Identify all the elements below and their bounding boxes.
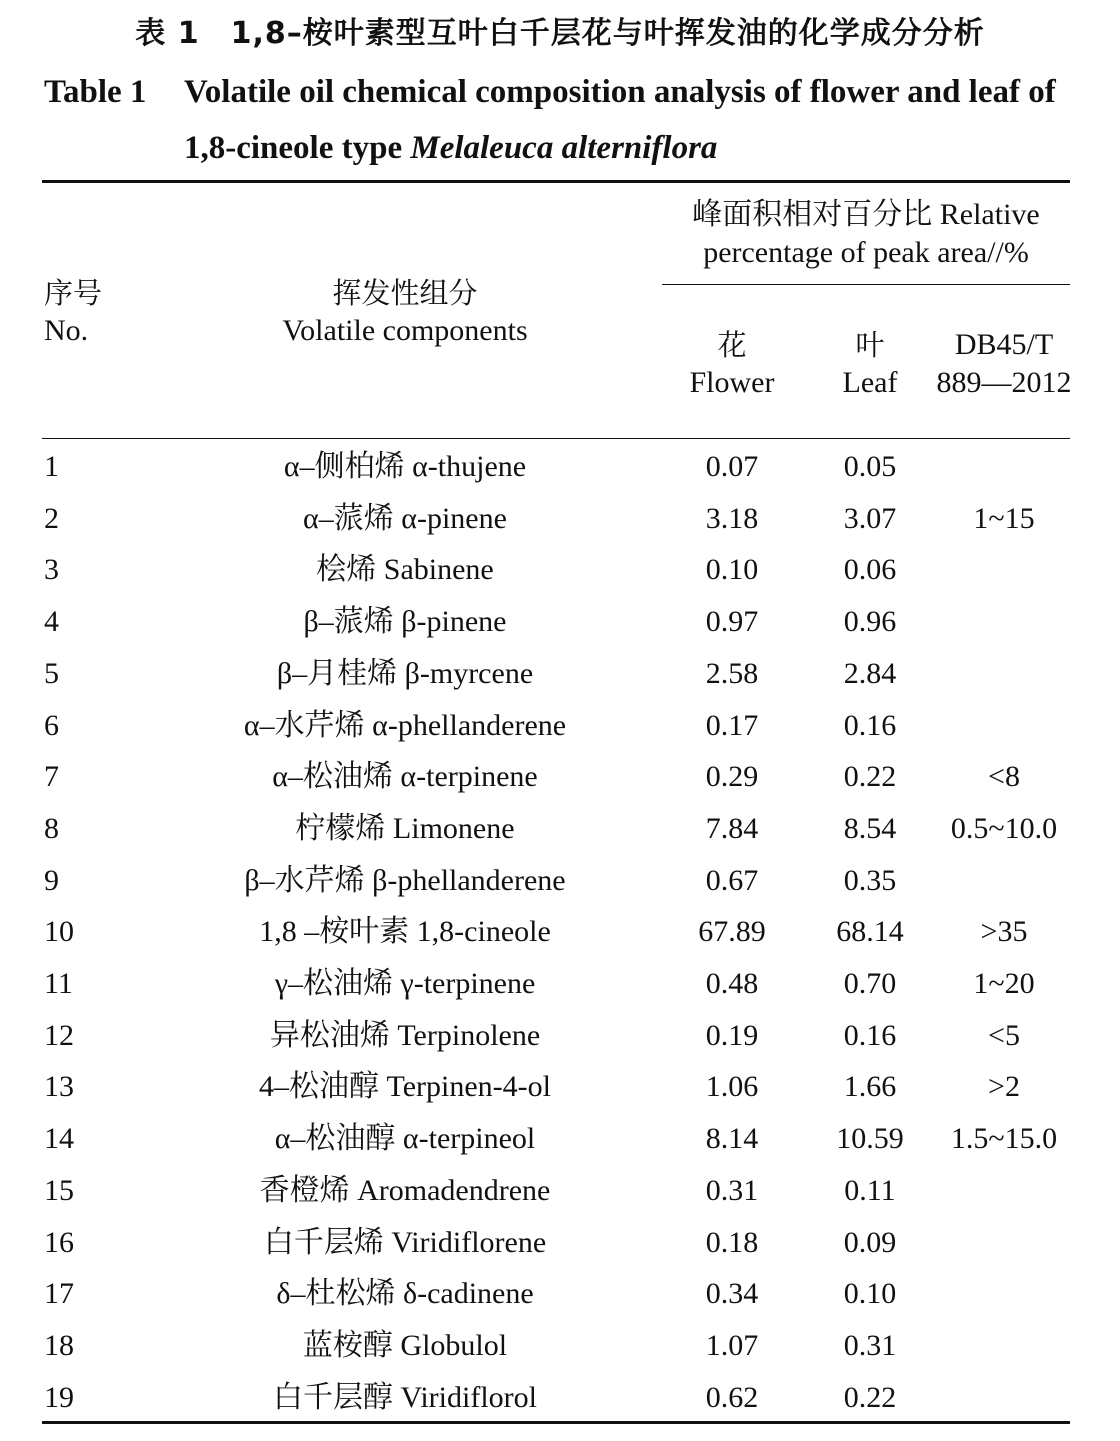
standard-value: <5: [988, 1018, 1020, 1052]
row-number: 6: [44, 708, 59, 742]
flower-value: 0.34: [705, 1277, 759, 1311]
standard-value: >35: [980, 915, 1028, 949]
flower-value: 0.48: [705, 967, 759, 1000]
leaf-value: 0.11: [844, 1173, 896, 1207]
row-number: 10: [44, 915, 74, 949]
table-row: [0, 544, 1120, 596]
component-name: 1,8 –桉叶素 1,8-cineole: [259, 915, 551, 949]
component-name: 柠檬烯 Limonene: [295, 811, 515, 845]
table-row: [0, 1061, 1120, 1113]
top-rule: [42, 180, 1070, 183]
header-sub-rule: [662, 284, 1070, 285]
header-std-line1: DB45/T: [954, 328, 1054, 361]
table-label: Table 1: [44, 74, 147, 110]
leaf-value: 8.54: [843, 811, 897, 845]
header-components: [250, 274, 560, 350]
leaf-value: 1.66: [843, 1070, 897, 1104]
flower-value: 0.19: [705, 1018, 759, 1052]
flower-value: 0.31: [705, 1173, 759, 1207]
leaf-value: 0.10: [843, 1277, 897, 1311]
component-name: 4–松油醇 Terpinen-4-ol: [258, 1070, 551, 1104]
component-name: 白千层醇 Viridiflorol: [272, 1380, 537, 1414]
flower-value: 7.84: [705, 811, 759, 845]
standard-value: 1~15: [973, 501, 1035, 535]
leaf-value: 0.16: [843, 708, 897, 742]
leaf-value: 0.96: [843, 605, 897, 639]
flower-value: 1.06: [705, 1070, 759, 1104]
header-comp-cn: 挥发性组分: [332, 276, 478, 310]
table-row: [0, 906, 1120, 958]
table-row: [0, 1268, 1120, 1320]
component-name: δ–杜松烯 δ-cadinene: [276, 1277, 534, 1311]
component-name: 白千层烯 Viridiflorene: [263, 1225, 547, 1259]
flower-value: 8.14: [705, 1122, 759, 1156]
standard-value: 0.5~10.0: [950, 811, 1058, 845]
header-leaf-en: Leaf: [842, 366, 898, 399]
standard-value: 1~20: [973, 967, 1035, 1000]
row-number: 18: [44, 1328, 74, 1362]
leaf-value: 10.59: [836, 1122, 904, 1156]
header-rel-line1: 峰面积相对百分比 Relative: [692, 198, 1040, 231]
leaf-value: 0.16: [843, 1018, 897, 1052]
standard-value: >2: [988, 1070, 1020, 1104]
flower-value: 1.07: [705, 1328, 759, 1362]
leaf-value: 0.09: [843, 1225, 897, 1259]
flower-value: 0.67: [705, 863, 759, 897]
standard-value: <8: [988, 760, 1020, 794]
component-name: 香橙烯 Aromadendrene: [259, 1173, 551, 1207]
table-row: [0, 596, 1120, 648]
component-name: 异松油烯 Terpinolene: [269, 1018, 541, 1052]
flower-value: 0.07: [705, 450, 759, 483]
row-number: 17: [44, 1277, 74, 1311]
table-row: [0, 648, 1120, 700]
title-en-line1: Volatile oil chemical composition analysis of flower and leaf of: [184, 74, 1056, 110]
table-row: [0, 1320, 1120, 1372]
table-row: [0, 803, 1120, 855]
leaf-value: 0.22: [843, 760, 897, 794]
header-leaf-cn: 叶: [855, 328, 885, 362]
header-relative-percentage: [662, 196, 1070, 272]
header-std-line2: 889—2012: [936, 366, 1072, 399]
row-number: 9: [44, 863, 59, 897]
table-row: [0, 1372, 1120, 1424]
component-name: β–蒎烯 β-pinene: [303, 605, 507, 639]
row-number: 4: [44, 605, 59, 639]
header-leaf: [810, 326, 930, 402]
row-number: 7: [44, 760, 59, 794]
flower-value: 0.97: [705, 605, 759, 639]
row-number: 14: [44, 1122, 74, 1156]
component-name: α–蒎烯 α-pinene: [303, 501, 507, 535]
leaf-value: 2.84: [843, 656, 897, 690]
leaf-value: 0.35: [843, 863, 897, 897]
table-row: [0, 1010, 1120, 1062]
leaf-value: 0.22: [843, 1380, 897, 1414]
table-row: [0, 1113, 1120, 1165]
table-row: [0, 493, 1120, 545]
flower-value: 0.29: [705, 760, 759, 794]
row-number: 15: [44, 1173, 74, 1207]
flower-value: 0.18: [705, 1225, 759, 1259]
table-row: [0, 441, 1120, 493]
header-no-cn: 序号: [44, 276, 103, 310]
standard-value: 1.5~15.0: [950, 1122, 1058, 1156]
component-name: β–水芹烯 β-phellanderene: [244, 863, 566, 897]
header-standard: [924, 326, 1084, 402]
flower-value: 3.18: [705, 501, 759, 535]
leaf-value: 68.14: [836, 915, 904, 949]
table-row: [0, 855, 1120, 907]
header-no: [44, 274, 102, 350]
row-number: 16: [44, 1225, 74, 1259]
table-row: [0, 1165, 1120, 1217]
component-name: γ–松油烯 γ-terpinene: [274, 967, 536, 1000]
header-rel-line2: percentage of peak area//%: [703, 236, 1029, 269]
row-number: 5: [44, 656, 59, 690]
header-comp-en: Volatile components: [282, 314, 528, 347]
row-number: 2: [44, 501, 59, 535]
leaf-value: 0.06: [843, 553, 897, 587]
header-flower-cn: 花: [717, 328, 747, 362]
header-no-en: No.: [44, 314, 89, 347]
leaf-value: 3.07: [843, 501, 897, 535]
row-number: 12: [44, 1018, 74, 1052]
row-number: 3: [44, 553, 59, 587]
table-title-en: [44, 64, 1084, 176]
table-row: [0, 751, 1120, 803]
flower-value: 0.10: [705, 553, 759, 587]
component-name: α–水芹烯 α-phellanderene: [243, 708, 567, 742]
component-name: α–侧柏烯 α-thujene: [283, 450, 527, 483]
row-number: 19: [44, 1380, 74, 1414]
table-title-cn: 表 1 1,8–桉叶素型互叶白千层花与叶挥发油的化学成分分析: [135, 16, 985, 51]
table-row: [0, 700, 1120, 752]
component-name: α–松油烯 α-terpinene: [272, 760, 538, 794]
flower-value: 67.89: [698, 915, 766, 949]
row-number: 1: [44, 450, 59, 483]
leaf-value: 0.31: [843, 1328, 897, 1362]
leaf-value: 0.05: [843, 450, 897, 483]
header-rule: [42, 438, 1070, 439]
header-flower: [672, 326, 792, 402]
table-row: [0, 958, 1120, 1010]
flower-value: 0.62: [705, 1380, 759, 1414]
table-row: [0, 1217, 1120, 1269]
row-number: 11: [44, 967, 73, 1000]
component-name: 桧烯 Sabinene: [316, 553, 494, 587]
component-name: 蓝桉醇 Globulol: [302, 1328, 508, 1362]
species-name: Melaleuca alterniflora: [410, 130, 718, 166]
component-name: α–松油醇 α-terpineol: [274, 1122, 536, 1156]
leaf-value: 0.70: [843, 967, 897, 1000]
row-number: 8: [44, 811, 59, 845]
row-number: 13: [44, 1070, 74, 1104]
flower-value: 0.17: [705, 708, 759, 742]
component-name: β–月桂烯 β-myrcene: [276, 656, 534, 690]
title-en-line2: 1,8-cineole type: [184, 130, 411, 166]
header-flower-en: Flower: [689, 366, 775, 399]
flower-value: 2.58: [705, 656, 759, 690]
